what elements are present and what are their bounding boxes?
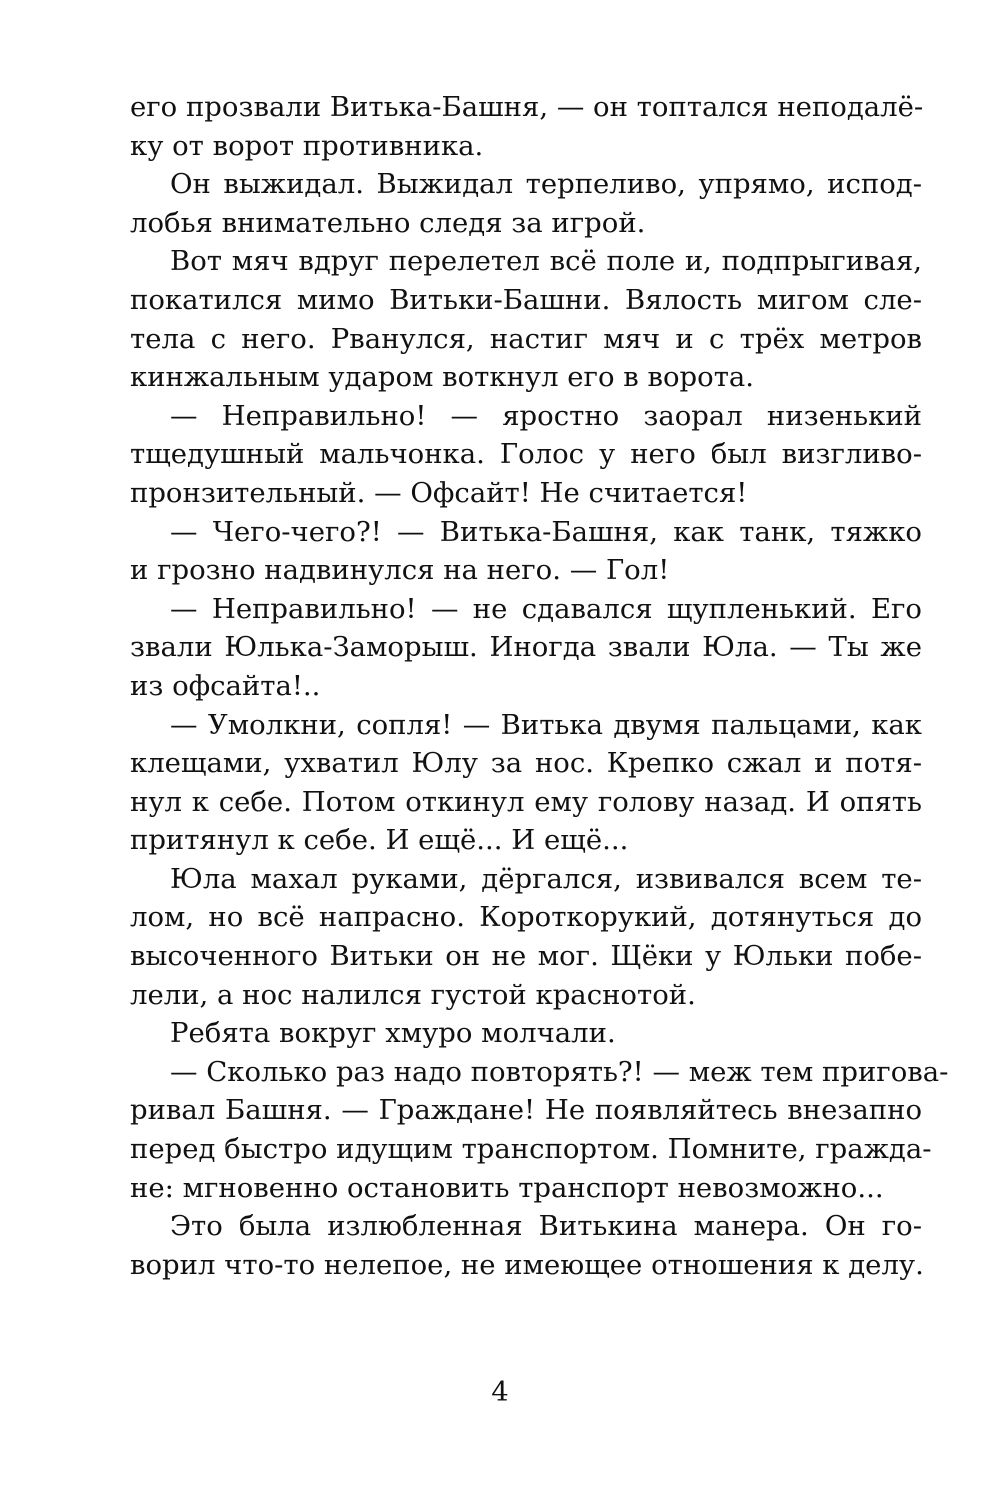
text-line: лом, но всё напрасно. Короткорукий, дотянуться до [130, 901, 922, 934]
text-line: притянул к себе. И ещё... И ещё... [130, 824, 629, 857]
text-line: звали Юлька-Заморыш. Иногда звали Юла. — Ты же [130, 631, 922, 664]
text-line: пронзительный. — Офсайт! Не считается! [130, 476, 748, 509]
text-line: Ребята вокруг хмуро молчали. [170, 1017, 616, 1050]
text-line: и грозно надвинулся на него. — Гол! [130, 554, 670, 587]
paragraph [130, 860, 922, 1014]
paragraph [130, 1207, 922, 1284]
text-line: тела с него. Рванулся, настиг мяч и с трёх метров [130, 322, 922, 355]
text-line: нул к себе. Потом откинул ему голову назад. И опять [130, 785, 922, 818]
text-line: Он выжидал. Выжидал терпеливо, упрямо, испод- [170, 168, 922, 201]
text-line: кинжальным ударом воткнул его в ворота. [130, 361, 755, 394]
paragraph [130, 165, 922, 242]
paragraph [130, 1053, 949, 1207]
paragraph [130, 513, 922, 590]
text-line: ворил что-то нелепое, не имеющее отношения к делу. [130, 1248, 924, 1281]
text-line: — Сколько раз надо повторять?! — меж тем пригова- [170, 1055, 949, 1088]
text-line: — Неправильно! — яростно заорал низенький [170, 399, 922, 432]
text-line: Это была излюбленная Витькина манера. Он го- [170, 1210, 922, 1243]
text-line: клещами, ухватил Юлу за нос. Крепко сжал и потя- [130, 747, 922, 780]
paragraph [130, 590, 922, 706]
text-line: лобья внимательно следя за игрой. [130, 206, 646, 239]
text-line: из офсайта!.. [130, 669, 321, 702]
text-line: лели, а нос налился густой краснотой. [130, 978, 696, 1011]
text-line: покатился мимо Витьки-Башни. Вялость мигом сле- [130, 283, 922, 316]
text-line: тщедушный мальчонка. Голос у него был визгливо- [130, 438, 922, 471]
text-line: Юла махал руками, дёргался, извивался всем те- [170, 862, 922, 895]
page-number: 4 [491, 1376, 509, 1408]
paragraph [130, 242, 922, 396]
paragraph [130, 1014, 922, 1053]
text-line: — Неправильно! — не сдавался щупленький. Его [170, 592, 922, 625]
text-line: ривал Башня. — Граждане! Не появляйтесь внезапно [130, 1094, 922, 1127]
paragraph [130, 88, 922, 165]
text-line: ку от ворот противника. [130, 129, 484, 162]
text-line: перед быстро идущим транспортом. Помните, гражда- [130, 1133, 932, 1166]
text-line: — Чего-чего?! — Витька-Башня, как танк, тяжко [170, 515, 922, 548]
paragraph [130, 397, 922, 513]
book-page-text [130, 88, 949, 1284]
text-line: высоченного Витьки он не мог. Щёки у Юльки побе- [130, 940, 922, 973]
paragraph [130, 706, 922, 860]
text-line: не: мгновенно остановить транспорт невозможно... [130, 1171, 884, 1204]
text-line: — Умолкни, сопля! — Витька двумя пальцами, как [170, 708, 922, 741]
text-line: Вот мяч вдруг перелетел всё поле и, подпрыгивая, [170, 245, 922, 278]
text-line: его прозвали Витька-Башня, — он топтался неподалё- [130, 91, 924, 123]
